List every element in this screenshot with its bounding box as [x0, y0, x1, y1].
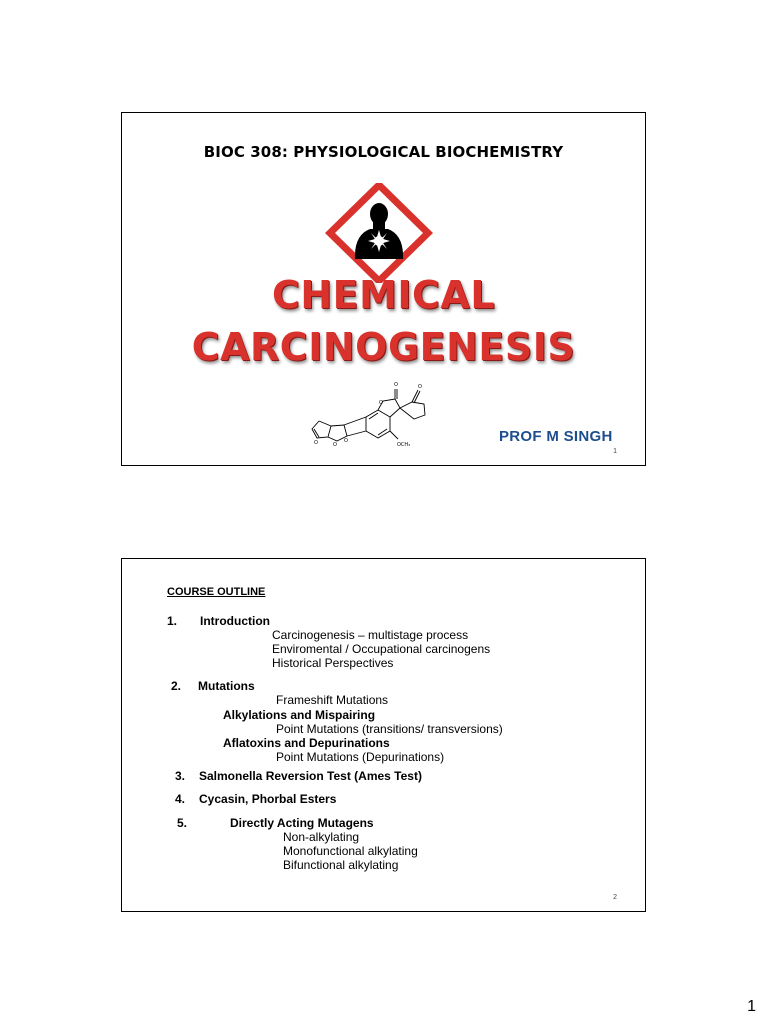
molecule-label: O — [333, 442, 337, 448]
page-number: 1 — [747, 998, 756, 1015]
molecule-label: O — [379, 400, 383, 406]
title-chemical: CHEMICAL — [271, 273, 496, 317]
outline-slide — [121, 558, 646, 912]
outline-heading: COURSE OUTLINE — [167, 586, 266, 598]
slide-number: 2 — [613, 894, 617, 901]
sub-heading: Aflatoxins and Depurinations — [223, 736, 390, 750]
molecule-label: O — [394, 382, 398, 388]
molecule-label-och3: OCH₃ — [397, 442, 411, 448]
item-number: 1. — [167, 614, 178, 628]
sub-item: Enviromental / Occupational carcinogens — [272, 642, 491, 656]
sub-item: Carcinogenesis – multistage process — [272, 628, 469, 642]
sub-item: Point Mutations (Depurinations) — [276, 750, 445, 764]
item-title: Salmonella Reversion Test (Ames Test) — [199, 769, 422, 783]
item-title: Introduction — [200, 614, 270, 628]
title-carcinogenesis: CARCINOGENESIS — [191, 325, 576, 369]
health-hazard-icon — [320, 183, 438, 283]
sub-item: Historical Perspectives — [272, 656, 394, 670]
sub-heading: Alkylations and Mispairing — [223, 708, 376, 722]
molecule-label: O — [344, 438, 348, 444]
title-slide — [121, 112, 646, 466]
sub-item: Frameshift Mutations — [276, 693, 389, 707]
item-number: 2. — [171, 679, 182, 693]
item-number: 5. — [177, 816, 188, 830]
item-title: Directly Acting Mutagens — [230, 816, 374, 830]
item-number: 3. — [175, 769, 186, 783]
molecule-label: O — [418, 384, 422, 390]
item-number: 4. — [175, 792, 186, 806]
item-title: Mutations — [198, 679, 255, 693]
course-title: BIOC 308: PHYSIOLOGICAL BIOCHEMISTRY — [203, 143, 564, 161]
slide-number: 1 — [613, 448, 617, 455]
sub-item: Non-alkylating — [283, 830, 360, 844]
item-title: Cycasin, Phorbal Esters — [199, 792, 337, 806]
sub-item: Monofunctional alkylating — [283, 844, 418, 858]
sub-item: Point Mutations (transitions/ transversions) — [276, 722, 503, 736]
aflatoxin-structure-image — [304, 375, 454, 455]
author-name: PROF M SINGH — [499, 428, 613, 445]
molecule-label: O — [314, 440, 318, 446]
sub-item: Bifunctional alkylating — [283, 858, 399, 872]
